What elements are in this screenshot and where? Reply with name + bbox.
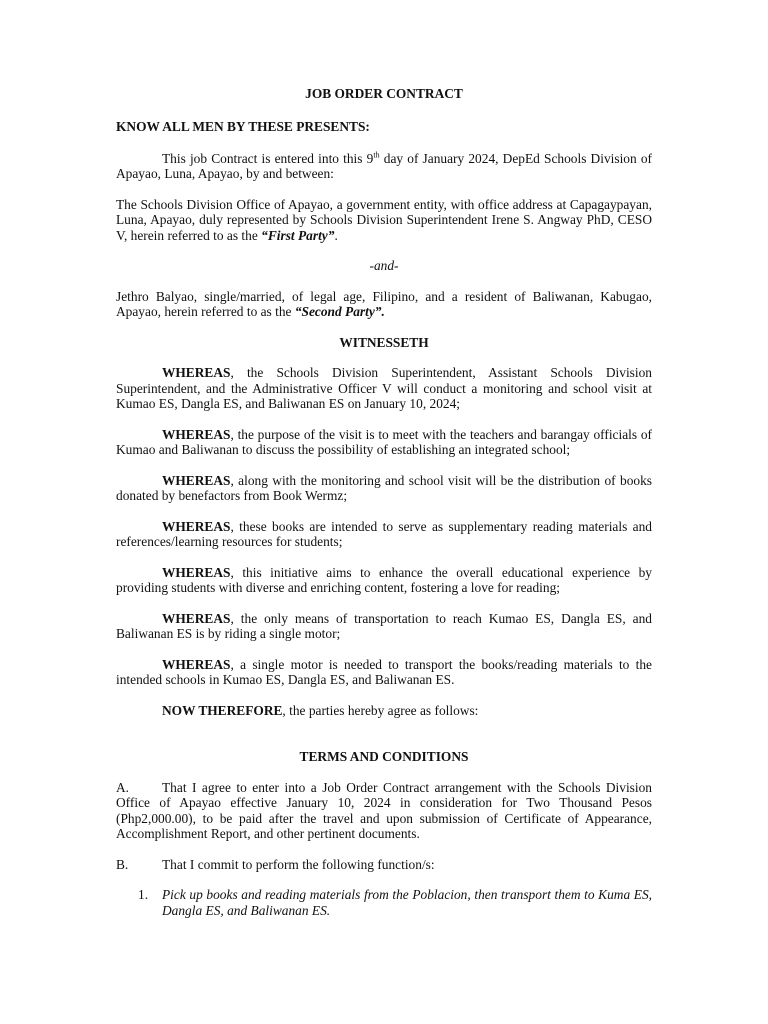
whereas-clause: WHEREAS, the Schools Division Superintendent, Assistant Schools Division Superintendent, and the Administrative Officer V will conduct a monitoring and school visit at Kumao ES, Dangla ES, and Baliwanan ES on January 10, 2024;: [116, 365, 652, 411]
function-number: 1.: [138, 887, 149, 902]
document-page: [116, 86, 652, 918]
intro-heading: KNOW ALL MEN BY THESE PRESENTS:: [116, 119, 370, 134]
now-therefore-paragraph: NOW THEREFORE, the parties hereby agree as follows:: [162, 702, 479, 718]
contract-date-paragraph: This job Contract is entered into this 9th day of January 2024, DepEd Schools Division of Apayao, Luna, Apayao, by and between:: [116, 150, 653, 181]
term-item: A. That I agree to enter into a Job Order Contract arrangement with the Schools Division Office of Apayao effective January 10, 2024 in consideration for Two Thousand Pesos (Php2,000.00), to be paid after the travel and upon submission of Certificate of Appearance, Accomplishment Report, and other pertinent documents.: [116, 779, 652, 841]
second-party-label: “Second Party”.: [294, 304, 385, 319]
term-item: B. That I commit to perform the following function/s:: [116, 856, 435, 872]
whereas-clause: WHEREAS, along with the monitoring and school visit will be the distribution of books donated by benefactors from Book Wermz;: [116, 472, 652, 503]
whereas-clause: WHEREAS, these books are intended to serve as supplementary reading materials and references/learning resources for students;: [116, 518, 652, 549]
whereas-clause: WHEREAS, the purpose of the visit is to meet with the teachers and barangay officials of Kumao and Baliwanan to discuss the possibility of establishing an integrated school;: [116, 426, 652, 457]
first-party-paragraph: The Schools Division Office of Apayao, a government entity, with office address at Capagaypayan, Luna, Apayao, duly represented by Schools Division Superintendent Irene S. Angway PhD, CESO V, herein referred to as the “First Party”.: [116, 196, 652, 243]
whereas-clause: WHEREAS, this initiative aims to enhance the overall educational experience by providing students with diverse and enriching content, fostering a love for reading;: [116, 564, 652, 595]
whereas-clause: WHEREAS, a single motor is needed to transport the books/reading materials to the intended schools in Kumao ES, Dangla ES, and Baliwanan ES.: [116, 656, 652, 687]
term-letter: A.: [116, 779, 130, 795]
first-party-label: “First Party”: [261, 227, 335, 243]
term-letter: B.: [116, 856, 129, 872]
and-separator: -and-: [369, 258, 399, 273]
function-item: 1. Pick up books and reading materials from the Poblacion, then transport them to Kuma ES, Dangla ES, and Baliwanan ES.: [138, 887, 652, 918]
document-title: JOB ORDER CONTRACT: [305, 86, 463, 101]
witnesseth-heading: WITNESSETH: [339, 334, 429, 350]
ordinal-suffix: th: [373, 150, 380, 160]
second-party-paragraph: Jethro Balyao, single/married, of legal age, Filipino, and a resident of Baliwanan, Kabugao, Apayao, herein referred to as the “Second Party”.: [116, 288, 652, 319]
terms-heading: TERMS AND CONDITIONS: [299, 749, 469, 764]
whereas-clause: WHEREAS, the only means of transportation to reach Kumao ES, Dangla ES, and Baliwanan ES is by riding a single motor;: [116, 610, 652, 641]
